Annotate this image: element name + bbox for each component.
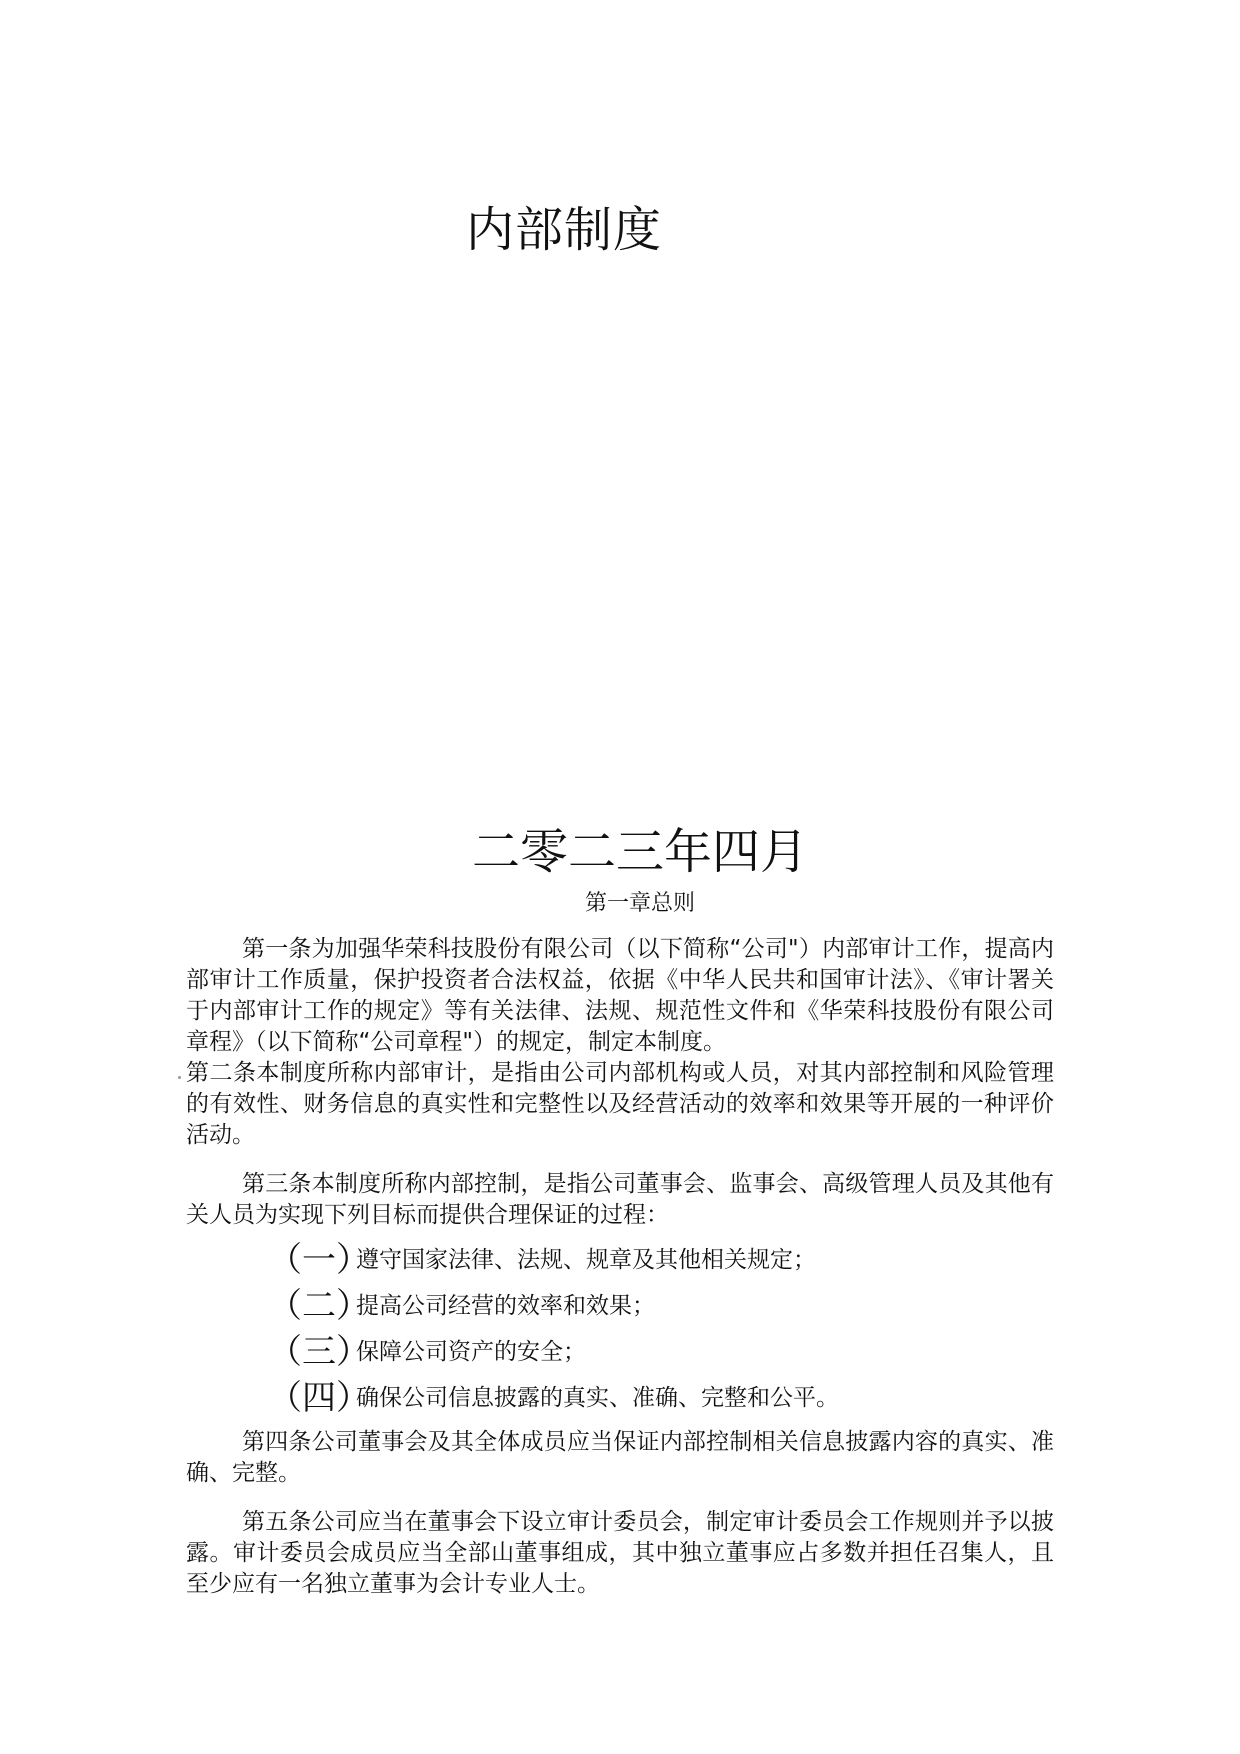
article-3: 第三条本制度所称内部控制，是指公司董事会、监事会、高级管理人员及其他有关人员为实现下列目标而提供合理保证的过程：: [186, 1171, 1054, 1228]
article-1: 第一条为加强华荣科技股份有限公司（以下简称“公司"）内部审计工作，提高内部审计工作质量，保护投资者合法权益，依据《中华人民共和国审计法》、《审计署关于内部审计工作的规定》等有关法律、法规、规范性文件和《华荣科技股份有限公司章程》（以下简称“公司章程"）的规定，制定本制度。: [186, 936, 1054, 1055]
article-5: 第五条公司应当在董事会下设立审计委员会，制定审计委员会工作规则并予以披露。审计委员会成员应当全部山董事组成，其中独立董事应占多数并担任召集人，且至少应有一名独立董事为会计专业人士。: [186, 1509, 1054, 1597]
goals-list: [186, 1237, 1054, 1421]
document-body: [186, 934, 1054, 1600]
goal-text: 遵守国家法律、法规、规章及其他相关规定；: [356, 1246, 816, 1273]
article-4: 第四条公司董事会及其全体成员应当保证内部控制相关信息披露内容的真实、准确、完整。: [186, 1429, 1054, 1486]
goal-number: （四）: [268, 1378, 370, 1418]
goal-text: 保障公司资产的安全；: [356, 1338, 586, 1365]
goal-number: （三）: [268, 1332, 370, 1372]
goal-number: （一）: [268, 1240, 370, 1280]
chapter-heading: 第一章总则: [584, 891, 695, 916]
goal-item: [186, 1329, 1054, 1375]
document-date: 二零二三年四月: [471, 824, 808, 880]
goal-item: [186, 1237, 1054, 1283]
goal-number: （二）: [268, 1286, 370, 1326]
article-2: 第二条本制度所称内部审计，是指由公司内部机构或人员，对其内部控制和风险管理的有效性、财务信息的真实性和完整性以及经营活动的效率和效果等开展的一种评价活动。: [186, 1060, 1054, 1148]
document-title: 内部制度: [466, 202, 663, 258]
stray-dot-mark: [178, 1076, 181, 1079]
goal-text: 确保公司信息披露的真实、准确、完整和公平。: [356, 1384, 839, 1411]
goal-item: [186, 1283, 1054, 1329]
goal-item: [186, 1375, 1054, 1421]
goal-text: 提高公司经营的效率和效果；: [356, 1292, 655, 1319]
